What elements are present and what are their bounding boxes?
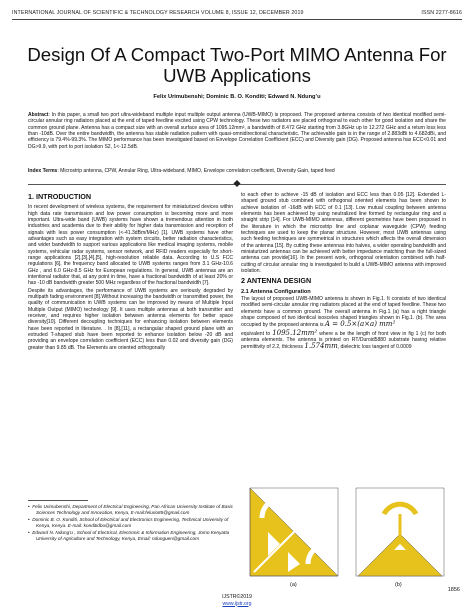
design-paragraph-2: equivalent to 1095.12mm² where a be the length of front view in fig 1 (c) for both antenna elements. The antenna is printed on RT/Duroid5880 substrate having relative permittivity of 2.2, thickness 1.574mm, dielectric loss tangent of 0.0009	[241, 328, 446, 351]
section-heading-introduction: 1. INTRODUCTION	[28, 192, 92, 201]
footer-copyright: IJSTR©2019	[222, 594, 252, 600]
abstract	[28, 112, 446, 150]
journal-header	[12, 10, 462, 16]
intro-paragraph-3: to each other to achieve -15 dB of isolation and ECC less than 0.05 [12]. Extended L-shaped ground stub combined with orthogonal oriented elements has been shown to achieve isolation of -16dB with ECC of 0.1 [13]. Low mutual coupling between antenna elements has been achieved by using neutralized line formed by rectangular ring and a straight strip [14]. For UWB-MIMO antennas, different geometries have been proposed in the literature in which the microstrip line and coplanar waveguide (CPW) feeding techniques are used to keep the planar structure. However, most UWB antennas using such feeding techniques are symmetrical in structures which affects the overall dimension of the antenna [15]. By cutting these antennas into halves, a wider operating bandwidth and miniaturized antennas can be achieved with better impedance matching than the full-sized antenna can provide[16]. In the present work, orthogonal orientation combined with half-cutting of circular annular ring is investigated to build a UWB-MIMO antenna with improved isolation.	[241, 192, 446, 274]
page-number: 1856	[447, 587, 460, 593]
index-terms-label: Index Terms	[28, 168, 58, 174]
design-paragraph-1: The layout of proposed UWB-MIMO antenna is shown in Fig.1. It consists of two identical modified semi-circular annular ring radiators placed at the end of taped feedline. These two elements have a common ground. The overall antenna in Fig.1 (a) has a right triangle shape composed of two identical isosceles shaped triangles shown in Fig.1. (b). The area occupied by the proposed antenna is A = 0.5×(a×a) mm²	[241, 295, 446, 329]
antenna-layout-a	[250, 488, 338, 576]
intro-paragraph-2: Despite its advantages, the performance of UWB systems are seriously degraded by multipath fading environment [8].Without increasing the bandwidth or transmitted power, the quality of communication in UWB systems can be improved by means of Multiple Input Multiple Output (MIMO) technology [9]. It uses multiple antennas at both transmitter and receiver, and requires higher isolation between antenna elements for better space diversity[10]. Different decoupling techniques for enhancing isolation between elements have been reported in literature. . In [8],[11], a rectangular shaped ground plane with an extruded T-shaped stub have been reported to enhance isolation below -20 dB and providing an envelope correlation coefficient (ECC) less than 0.02 and diversity gain (DG) greater than 9.85 dB. The Elements are oriented orthogonally	[28, 287, 233, 351]
area-value: 1095.12mm²	[272, 328, 318, 337]
header-rule	[12, 19, 462, 20]
diamond-icon	[233, 180, 240, 187]
author-list: Felix Urimubenshi; Dominic B. O. Konditi; Edward N. Ndung’u	[153, 94, 321, 100]
antenna-layout-b	[356, 488, 444, 576]
abstract-label: Abstract	[28, 112, 49, 118]
journal-name: INTERNATIONAL JOURNAL OF SCIENTIFIC & TECHNOLOGY RESEARCH VOLUME 8, ISSUE 12, DECEMBER 2019	[12, 10, 304, 16]
paper-title: Design Of A Compact Two-Port MIMO Antenna For UWB Applications	[27, 44, 447, 86]
antenna-figure	[248, 484, 446, 578]
footnote-3: • Edward N. Ndung’u , School of Electrical, Electronic & Information Engineering, Jomo Kenyatta University of Agriculture and Technology, Kenya, Email: ndunguen@gmail.com	[28, 529, 230, 541]
section-divider	[28, 181, 446, 187]
page-footer	[0, 594, 474, 607]
index-terms-text: : Microstrip antenna, CPW, Annular Ring, Ultra-wideband, MIMO, Envelope correlation coefficient, Diversity Gain, taped feed	[57, 168, 335, 174]
right-column	[241, 192, 446, 352]
figure-label-a: (a)	[290, 582, 297, 588]
section-heading-antenna-design: 2 ANTENNA DESIGN	[241, 276, 312, 286]
abstract-text: : In this paper, a small two port ultra-wideband multiple input multiple output antenna (UWB-MIMO) is proposed. The proposed antenna consists of two identical modified semi-circular annular ring radiators placed at the end of taped feedline excited using CPW technology. These two radiators are placed orthogonal to each other for good isolation and share the common ground plane. Antenna has a compact size with an overall surface area of 1095.12mm², a bandwidth of 8.472 GHz starting from 3.8GHz up to 12.272 GHz and a return loss less than -10dB. Over the entire bandwidth, the antenna has stable radiation pattern with quasi-omnidirectional characteristic. The achievable gain is in the range of 2.883dBi to 4.682dBi, and efficiency is 79.4%-99.3%. The MIMO performance has been investigated based on Envelope Correlation Coefficient (ECC) and Diversity gain (DG). Proposed antenna has ECC<0.01 and DG>9.9, with port to port isolation S2, 1<-12.5dB.	[28, 112, 446, 150]
intro-paragraph-1: In recent development of wireless systems, the requirement for miniaturized devices within high data rate transmission and low power consumption is becoming more and more important. Ultra-wide band (UWB) systems have shown a tremendous attention in both industries and academia due to their ability for higher data transmission and reception of signals with less power consumption (<-41.3dBm/MHz) [1]. UWB systems have other advantages such as easy integration with system circuits, better radiation characteristics, and wider bandwidth to support various applications like medical imaging systems, mobile systems, vehicular radar systems, sensor network, and RFID readers especially for short-range applications [2],[3],[4],[5], high-resolution reliable data. According to U.S FCC regulations [6], the frequency band allocated to UWB systems ranges from 3.1 GHz-10.6 GHz , and 6.0 GHz-8.5 GHz for European regulations. In general, UWB antennas are an intentional radiator that, at any point in time, have a fractional bandwidth of at least 20% or has -10 dB bandwidth greater 500 MHz regardless of the fractional bandwidth [7].	[28, 204, 233, 287]
figure-label-b: (b)	[395, 582, 402, 588]
footnote-1: • Felix Urimubenshi, Department of Electrical Engineering, Pan African University Institute of Basic Sciences Technology and Innovation, Kenya, E-mail:felurio85@gmail.com	[28, 504, 233, 515]
issn: ISSN 2277-8616	[421, 10, 462, 16]
subsection-heading-configuration: 2.1 Antenna Configuration	[241, 288, 311, 295]
thickness-value: 1.574mm	[304, 342, 338, 351]
footer-website-link[interactable]: www.ijstr.org	[222, 600, 252, 607]
area-formula: A = 0.5×(a×a) mm²	[324, 320, 396, 329]
footnote-2: • Dominic B. O. Konditi, School of Electrical and Electronics Engineering, Technical University of Kenya, Kenya. E-mail: konditidbo@gmail.com	[28, 516, 229, 528]
footnotes	[28, 500, 233, 542]
index-terms	[28, 168, 446, 174]
left-column	[28, 192, 233, 352]
